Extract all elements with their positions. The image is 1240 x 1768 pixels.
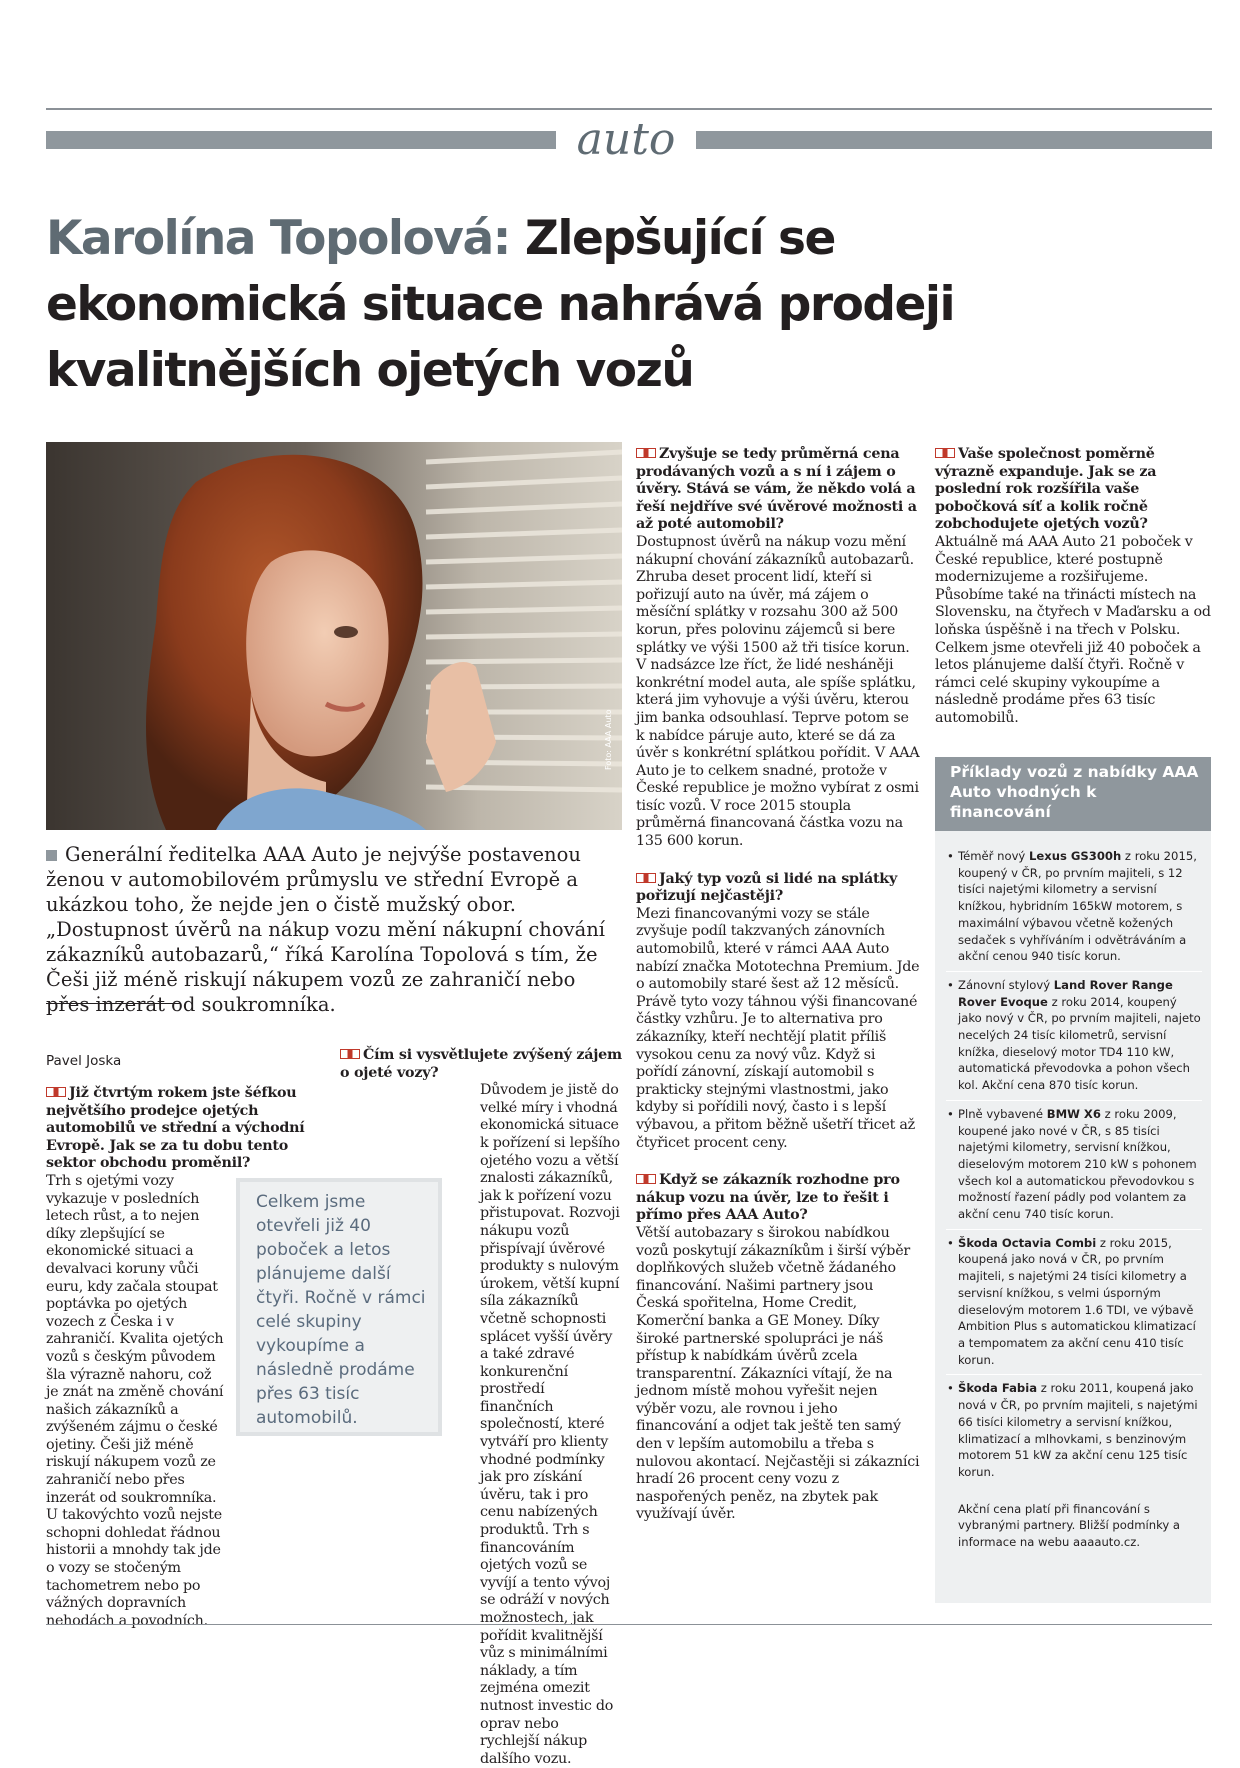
answer-2-text: Důvodem je jistě do velké míry i vhodná ekonomická situace k pořízení si lepšího ojetého vozu a větší znalosti zákazníků, jak k pořízení vozu přistupovat. Rozvoji nákupu vozů přispívají úvěrové produkty s nulovým úrokem, větší kupní síla zákazníků včetně schopnosti splácet vyšší úvěry a také zdravé konkurenční prostředí finančních společností, které vytváří pro klienty vhodné podmínky jak pro získání úvěru, tak i pro cenu nabízených produktů. Trh s financováním ojetých vozů se vyvíjí a tento vývoj se odráží v nových možnostech, jak pořídit kvalitnější vůz s minimálními náklady, a tím zejména omezit nutnost investic do oprav nebo rychlejší nákup dalšího vozu.: [480, 1082, 620, 1767]
headline-title-line1: Zlepšující se: [509, 211, 835, 266]
portrait-illustration: [46, 442, 622, 830]
question-3-text: Zvyšuje se tedy průměrná cena prodávaných vozů a s ní i zájem o úvěry. Stává se vám, že někdo volá a řeší nejdříve své úvěrové možnosti a až poté automobil?: [636, 446, 917, 533]
list-item: • Plně vybavené BMW X6 z roku 2009, koupené jako nové v ČR, s 85 tisíci najetými kilometry, servisní knížkou, dieselovým motorem 210 kW s pohonem všech kol a automatickou převodovkou s možností řazení pádly pod volantem za akční cenu 740 tisíc korun.: [946, 1106, 1202, 1223]
car-model: BMW X6: [1046, 1106, 1101, 1121]
car-model: Lexus GS300h: [1028, 849, 1122, 863]
answer-1-text: Trh s ojetými vozy vykazuje v posledních letech růst, a to nejen díky zlepšující se ekonomické situaci a devalvaci koruny vůči euru, kdy začala stoupat poptávka po ojetých vozech z Česka i v zahraničí. Kvalita ojetých vozů s českým původem šla výrazně nahoru, což je znát na změně chování našich zákazníků a zvýšeném zájmu o české ojetiny. Češi již méně riskují nákupem vozů ze zahraničí nebo přes inzerát od soukromníka. U takovýchto vozů nejste schopni dohledat řádnou historii a mnohdy tak jde o vozy se stočeným tachometrem nebo po vážných dopravních nehodách a povodních.: [46, 1172, 224, 1629]
answer-3: [636, 534, 920, 851]
car-model: Škoda Fabia: [958, 1381, 1038, 1396]
section-label: auto: [576, 114, 676, 165]
list-item: • Škoda Fabia z roku 2011, koupená jako nová v ČR, po prvním majiteli, s najetými 66 tisíci kilometry a servisní knížkou, klimatizací a mlhovkami, s benzinovým motorem 51 kW za akční cenu 125 tisíc korun.: [946, 1380, 1202, 1480]
question-marker-icon: [935, 448, 955, 458]
answer-6-text: Aktuálně má AAA Auto 21 poboček v České republice, které postupně modernizujeme a rozšiřujeme. Působíme také na třinácti místech na Slovensku, na čtyřech v Maďarsku a od loňska úspěšně i na třech v Polsku. Celkem jsme otevřeli již 40 poboček a letos plánujeme další čtyři. Ročně v rámci celé skupiny vykoupíme a následně prodáme přes 63 tisíc automobilů.: [935, 533, 1211, 726]
sidebar-title: Příklady vozů z nabídky AAA Auto vhodných k financování: [950, 763, 1199, 821]
question-1-text: Již čtvrtým rokem jste šéfkou největšího prodejce ojetých automobilů ve střední a východní Evropě. Jak se za tu dobu tento sektor obchodu proměnil?: [46, 1085, 305, 1172]
question-5: [636, 1172, 920, 1225]
pull-quote: [236, 1178, 442, 1436]
answer-4-text: Mezi financovanými vozy se stále zvyšuje podíl takzvaných zánovních automobilů, které v rámci AAA Auto nabízí značka Mototechna Premium. Jde o automobily staré šest až 12 měsíců. Právě tyto vozy táhnou výši financované částky vzhůru. Je to alternativa pro zákazníky, kteří nechtějí platit příliš vysokou cenu za nový vůz. Když si pořídí zánovní, získají automobil s prakticky stejnými vlastnostmi, jako kdyby si pořídili nový, často i s lepší výbavou, a přitom běžně ušetří třicet až čtyřicet procent ceny.: [636, 905, 920, 1151]
lead-square-icon: [46, 850, 57, 861]
headline: [46, 206, 1176, 404]
list-item: • Téměř nový Lexus GS300h z roku 2015, koupený v ČR, po prvním majiteli, s 12 tisíci najetými kilometry a servisní knížkou, hybridním 165kW motorem, s maximální výbavou včetně kožených sedaček s vyhříváním i odvětráváním a akční cenou 940 tisíc korun.: [946, 848, 1202, 965]
sidebar-note: Akční cena platí při financování s vybranými partnery. Bližší podmínky a informace na webu aaaauto.cz.: [958, 1501, 1181, 1550]
answer-3-text: Dostupnost úvěrů na nákup vozu mění nákupní chování zákazníků autobazarů. Zhruba deset procent lidí, kteří si pořizují auto na úvěr, má zájem o měsíční splátky v rozsahu 300 až 500 korun, přes polovinu zájemců si bere splátky ve výši 1500 až tři tisíce korun. V nadsázce lze říct, že lidé nesháněji konkrétní model auta, ale spíše splátku, která jim vyhovuje a výši úvěru, kterou jim banka odsouhlasí. Teprve potom se k nabídce páruje auto, které se dá za úvěr s konkrétní splátkou pořídit. V AAA Auto je to celkem snadné, protože v České republice je možno vybírat z osmi tisíc vozů. V roce 2015 stoupla průměrná financovaná částka vozu na 135 600 korun.: [636, 533, 920, 850]
question-marker-icon: [636, 873, 656, 883]
photo-credit: Foto: AAA Auto: [604, 709, 613, 770]
lead-underline: [46, 1003, 180, 1004]
question-1: [46, 1085, 326, 1173]
answer-1: [46, 1173, 224, 1630]
sidebar-list: [946, 848, 1202, 1551]
lead-paragraph: [46, 842, 620, 1017]
section-band-left: [46, 131, 556, 149]
pull-quote-text: Celkem jsme otevřeli již 40 poboček a letos plánujeme další čtyři. Ročně v rámci celé skupiny vykoupíme a následně prodáme přes 63 tisíc automobilů.: [256, 1192, 426, 1428]
answer-5: [636, 1225, 920, 1524]
portrait-photo: [46, 442, 622, 830]
column-3: [636, 446, 920, 1524]
question-6-text: Vaše společnost poměrně výrazně expanduje. Jak se za poslední rok rozšířila vaše pobočková síť a kolik ročně zobchodujete ojetých vozů?: [935, 446, 1157, 533]
headline-title-line2: ekonomická situace nahrává prodeji: [46, 277, 955, 332]
car-model: Land Rover Range Rover Evoque: [958, 977, 1173, 1009]
question-5-text: Když se zákazník rozhodne pro nákup vozu na úvěr, lze to řešit i přímo přes AAA Auto?: [636, 1172, 900, 1224]
question-2-text: Čím si vysvětlujete zvýšený zájem o ojeté vozy?: [340, 1047, 622, 1081]
question-marker-icon: [46, 1087, 66, 1097]
bottom-rule: [46, 1624, 1212, 1625]
question-3: [636, 446, 920, 534]
answer-6: [935, 534, 1211, 728]
question-4-text: Jaký typ vozů si lidé na splátky pořizují nejčastěji?: [636, 870, 898, 905]
column-4: [935, 446, 1211, 728]
headline-name: Karolína Topolová:: [46, 211, 510, 266]
section-band-right: [696, 131, 1212, 149]
list-item: • Škoda Octavia Combi z roku 2015, koupená jako nová v ČR, po prvním majiteli, s najetými 24 tisíci kilometry a servisní knížkou, s velmi úsporným dieselovým motorem 1.6 TDI, ve výbavě Ambition Plus s automatickou klimatizací a tempomatem za akční cenu 410 tisíc korun.: [946, 1235, 1202, 1369]
lead-text: Generální ředitelka AAA Auto je nejvýše postavenou ženou v automobilovém průmyslu ve střední Evropě a ukázkou toho, že nejde jen o čistě mužský obor. „Dostupnost úvěrů na nákup vozu mění nákupní chování zákazníků autobazarů,“ říká Karolína Topolová s tím, že Češi již méně riskují nákupem vozů ze zahraničí nebo přes inzerát od soukromníka.: [46, 843, 606, 1016]
headline-title-line3: kvalitnějších ojetých vozů: [46, 343, 694, 398]
author-byline: Pavel Joska: [46, 1053, 122, 1069]
car-model: Škoda Octavia Combi: [958, 1235, 1097, 1250]
answer-4: [636, 906, 920, 1152]
question-4: [636, 871, 920, 906]
top-rule: [46, 108, 1212, 110]
question-6: [935, 446, 1211, 534]
answer-5-text: Větší autobazary s širokou nabídkou vozů poskytují zákazníkům i širší výběr doplňkových služeb včetně žádaného financování. Našimi partnery jsou Česká spořitelna, Home Credit, Komerční banka a GE Money. Díky široké partnerské spolupráci je náš přístup k nabídkám úvěrů zcela transparentní. Zákazníci vítají, že na jednom místě mohou vyřešit nejen výběr vozu, ale rovnou i jeho financování a odjet tak ještě ten samý den v lepším automobilu a třeba s nulovou akontací. Nejčastěji si zákazníci hradí 26 procent ceny vozu z naspořených peněz, na zbytek pak využívají úvěr.: [636, 1224, 920, 1523]
question-marker-icon: [636, 1174, 656, 1184]
question-marker-icon: [340, 1049, 360, 1059]
question-2: [340, 1047, 622, 1082]
question-marker-icon: [636, 448, 656, 458]
list-item: • Zánovní stylový Land Rover Range Rover Evoque z roku 2014, koupený jako nový v ČR, po prvním majiteli, najeto necelých 24 tisíc kilometrů, servisní knížka, dieselový motor TD4 110 kW, automatická převodovka a pohon všech kol. Akční cena 870 tisíc korun.: [946, 977, 1202, 1094]
